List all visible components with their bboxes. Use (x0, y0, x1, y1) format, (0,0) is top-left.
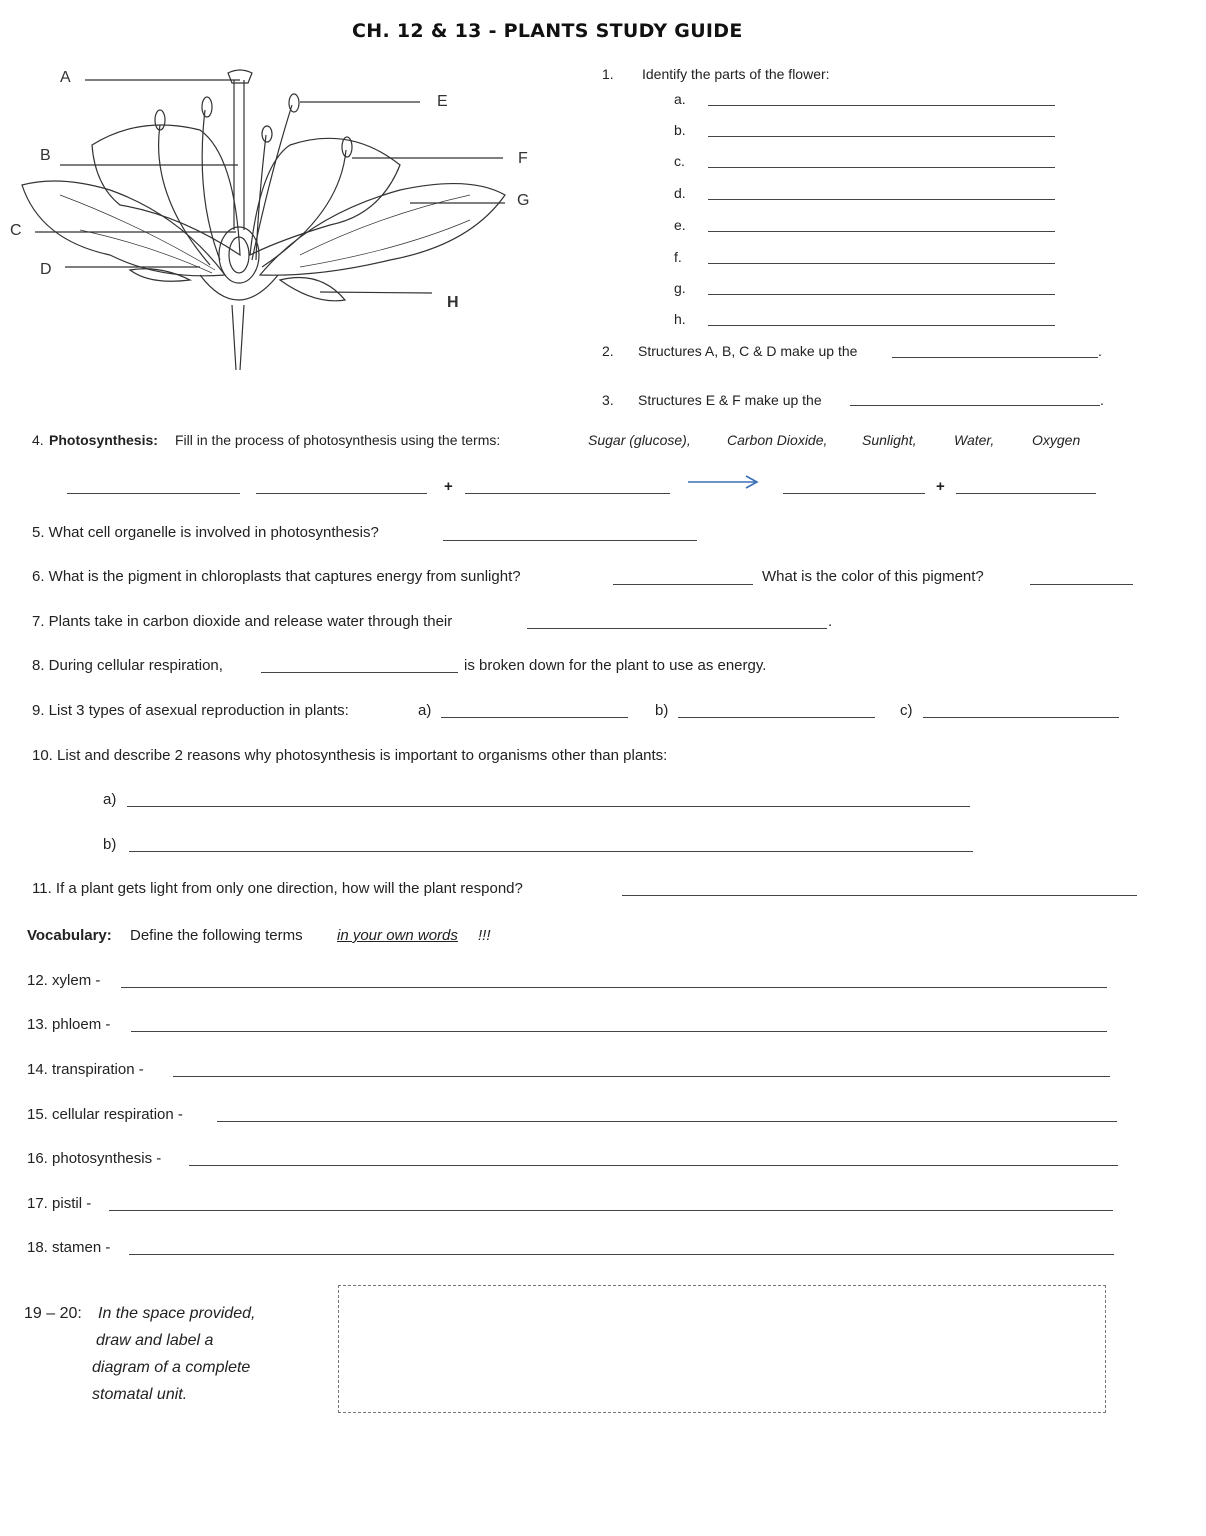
q6-text: 6. What is the pigment in chloroplasts that captures energy from sunlight? (32, 568, 521, 585)
vocab-term-pistil: 17. pistil - (27, 1195, 92, 1212)
q1-number: 1. (602, 66, 614, 82)
q4-term-co2: Carbon Dioxide, (727, 432, 828, 448)
q8-text-2: is broken down for the plant to use as energy. (464, 657, 767, 674)
q9-answer-b[interactable] (678, 717, 875, 718)
q9-label-a: a) (418, 702, 432, 719)
q3-number: 3. (602, 392, 614, 408)
q4-text: Fill in the process of photosynthesis using the terms: (175, 432, 501, 448)
q7-answer[interactable] (527, 628, 827, 629)
q2-text: Structures A, B, C & D make up the (638, 343, 858, 359)
q4-term-oxygen: Oxygen (1032, 432, 1081, 448)
q19-line-3: diagram of a complete (92, 1359, 251, 1376)
q2-number: 2. (602, 343, 614, 359)
vocab-answer-phloem[interactable] (131, 1031, 1107, 1032)
vocab-emph: in your own words (337, 927, 458, 944)
q10-text: 10. List and describe 2 reasons why photosynthesis is important to organisms other than plants: (32, 747, 668, 764)
q2-answer[interactable] (892, 357, 1098, 358)
vocab-heading: Vocabulary: (27, 927, 112, 944)
q4-number: 4. (32, 432, 44, 448)
q4-blank-4[interactable] (783, 493, 925, 494)
q6-answer-2[interactable] (1030, 584, 1133, 585)
vocab-answer-stamen[interactable] (129, 1254, 1114, 1255)
vocab-answer-transpiration[interactable] (173, 1076, 1110, 1077)
q4-blank-3[interactable] (465, 493, 670, 494)
q10-answer-a[interactable] (127, 806, 970, 807)
q10-answer-b[interactable] (129, 851, 973, 852)
q5-text: 5. What cell organelle is involved in photosynthesis? (32, 524, 379, 541)
vocab-term-stamen: 18. stamen - (27, 1239, 111, 1256)
q1-item-e: e. (674, 217, 686, 233)
q9-label-c: c) (900, 702, 913, 719)
q1-answer-f[interactable] (708, 263, 1055, 264)
q1-item-f: f. (674, 249, 682, 265)
q1-answer-d[interactable] (708, 199, 1055, 200)
q1-item-c: c. (674, 153, 685, 169)
arrow-right-icon (686, 474, 761, 490)
diagram-label-d: D (40, 261, 52, 278)
q9-text: 9. List 3 types of asexual reproduction in plants: (32, 702, 349, 719)
q19-line-2: draw and label a (96, 1332, 214, 1349)
q1-item-g: g. (674, 280, 686, 296)
q10-label-a: a) (103, 791, 117, 808)
q19-line-1: In the space provided, (98, 1305, 256, 1322)
q9-label-b: b) (655, 702, 669, 719)
q4-term-sunlight: Sunlight, (862, 432, 917, 448)
q4-plus-1: + (444, 478, 453, 495)
vocab-answer-photosynthesis[interactable] (189, 1165, 1118, 1166)
q19-line-4: stomatal unit. (92, 1386, 188, 1403)
q1-answer-g[interactable] (708, 294, 1055, 295)
vocab-answer-cellular-respiration[interactable] (217, 1121, 1117, 1122)
q4-heading: Photosynthesis: (49, 432, 158, 448)
q1-item-h: h. (674, 311, 686, 327)
q19-number: 19 – 20: (24, 1305, 82, 1322)
q11-text: 11. If a plant gets light from only one direction, how will the plant respond? (32, 880, 523, 897)
vocab-term-photosynthesis: 16. photosynthesis - (27, 1150, 162, 1167)
q3-text: Structures E & F make up the (638, 392, 822, 408)
q4-term-water: Water, (954, 432, 995, 448)
vocab-term-xylem: 12. xylem - (27, 972, 101, 989)
q10-label-b: b) (103, 836, 117, 853)
q6-answer-1[interactable] (613, 584, 753, 585)
vocab-term-cellular-respiration: 15. cellular respiration - (27, 1106, 183, 1123)
q6-text-2: What is the color of this pigment? (762, 568, 984, 585)
vocab-term-transpiration: 14. transpiration - (27, 1061, 144, 1078)
q8-text: 8. During cellular respiration, (32, 657, 223, 674)
diagram-label-b: B (40, 147, 51, 164)
q1-item-b: b. (674, 122, 686, 138)
q5-answer[interactable] (443, 540, 697, 541)
drawing-box[interactable] (338, 1285, 1106, 1413)
q7-text: 7. Plants take in carbon dioxide and release water through their (32, 613, 453, 630)
flower-diagram (0, 55, 560, 435)
q1-answer-e[interactable] (708, 231, 1055, 232)
q1-answer-c[interactable] (708, 167, 1055, 168)
q4-term-sugar: Sugar (glucose), (588, 432, 691, 448)
q4-blank-2[interactable] (256, 493, 427, 494)
q4-plus-2: + (936, 478, 945, 495)
diagram-label-a: A (60, 69, 71, 86)
q1-answer-h[interactable] (708, 325, 1055, 326)
vocab-answer-xylem[interactable] (121, 987, 1107, 988)
diagram-label-e: E (437, 93, 448, 110)
q1-prompt: Identify the parts of the flower: (642, 66, 830, 82)
q9-answer-c[interactable] (923, 717, 1119, 718)
q1-answer-b[interactable] (708, 136, 1055, 137)
q3-answer[interactable] (850, 405, 1100, 406)
diagram-label-g: G (517, 192, 530, 209)
q1-item-a: a. (674, 91, 686, 107)
vocab-term-phloem: 13. phloem - (27, 1016, 111, 1033)
q1-answer-a[interactable] (708, 105, 1055, 106)
diagram-label-h: H (447, 294, 459, 311)
q11-answer[interactable] (622, 895, 1137, 896)
diagram-label-f: F (518, 150, 528, 167)
vocab-suffix: !!! (478, 927, 491, 944)
q4-blank-5[interactable] (956, 493, 1096, 494)
vocab-text: Define the following terms (130, 927, 303, 944)
page-title: CH. 12 & 13 - PLANTS STUDY GUIDE (352, 20, 743, 42)
q9-answer-a[interactable] (441, 717, 628, 718)
vocab-answer-pistil[interactable] (109, 1210, 1113, 1211)
q4-blank-1[interactable] (67, 493, 240, 494)
diagram-label-c: C (10, 222, 22, 239)
q8-answer[interactable] (261, 672, 458, 673)
q1-item-d: d. (674, 185, 686, 201)
